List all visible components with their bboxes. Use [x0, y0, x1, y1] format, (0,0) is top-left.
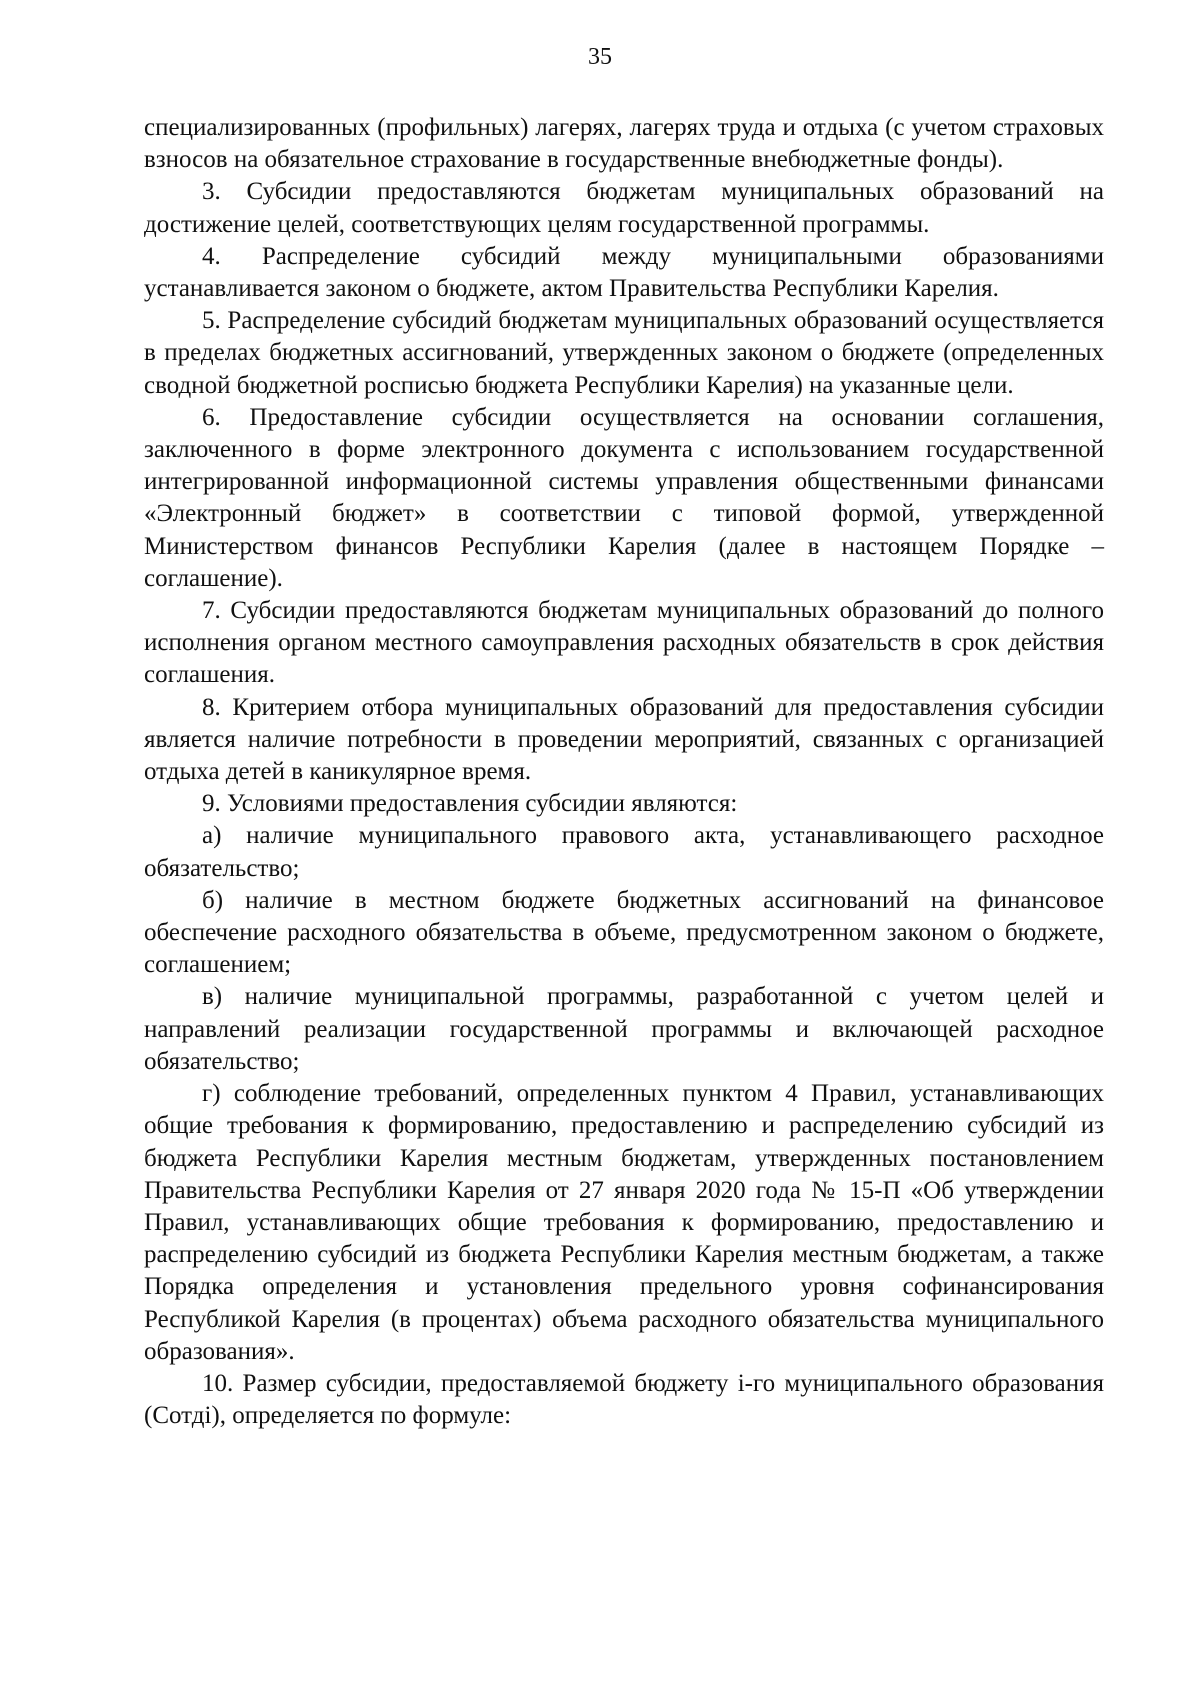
paragraph-item-4: 4. Распределение субсидий между муниципальными образованиями устанавливается законом о бюджете, актом Правительства Республики Карелия. [144, 242, 1104, 303]
paragraph-item-8: 8. Критерием отбора муниципальных образований для предоставления субсидии является наличие потребности в проведении мероприятий, связанных с организацией отдыха детей в каникулярное время. [144, 693, 1104, 786]
paragraph-item-6: 6. Предоставление субсидии осуществляется на основании соглашения, заключенного в форме электронного документа с использованием государственной интегрированной информационной системы управления общественными финансами «Электронный бюджет» в соответствии с типовой формой, утвержденной Министерством финансов Республики Карелия (далее в настоящем Порядке – соглашение). [144, 403, 1104, 592]
paragraph-subitem-g: г) соблюдение требований, определенных пунктом 4 Правил, устанавливающих общие требования к формированию, предоставлению и распределению субсидий из бюджета Республики Карелия местным бюджетам, утвержденных постановлением Правительства Республики Карелия от 27 января 2020 года № 15-П «Об утверждении Правил, устанавливающих общие требования к формированию, предоставлению и распределению субсидий из бюджета Республики Карелия местным бюджетам, а также Порядка определения и установления предельного уровня софинансирования Республикой Карелия (в процентах) объема расходного обязательства муниципального образования». [144, 1080, 1104, 1365]
paragraph-item-7: 7. Субсидии предоставляются бюджетам муниципальных образований до полного исполнения органом местного самоуправления расходных обязательств в срок действия соглашения. [144, 597, 1104, 689]
paragraph-item-10: 10. Размер субсидии, предоставляемой бюджету i-го муниципального образования (Cотдi), определяется по формуле: [144, 1369, 1104, 1430]
paragraph-subitem-v: в) наличие муниципальной программы, разработанной с учетом целей и направлений реализации государственной программы и включающей расходное обязательство; [144, 983, 1104, 1075]
page-number: 35 [588, 44, 612, 70]
paragraph-subitem-a: а) наличие муниципального правового акта, устанавливающего расходное обязательство; [144, 822, 1104, 882]
paragraph-item-9: 9. Условиями предоставления субсидии являются: [202, 790, 738, 818]
paragraph-subitem-b: б) наличие в местном бюджете бюджетных ассигнований на финансовое обеспечение расходного обязательства в объеме, предусмотренном законом о бюджете, соглашением; [144, 886, 1104, 979]
paragraph-item-5: 5. Распределение субсидий бюджетам муниципальных образований осуществляется в пределах бюджетных ассигнований, утвержденных законом о бюджете (определенных сводной бюджетной росписью бюджета Республики Карелия) на указанные цели. [144, 307, 1104, 399]
paragraph-continuation: специализированных (профильных) лагерях, лагерях труда и отдыха (с учетом страховых взносов на обязательное страхование в государственные внебюджетные фонды). [144, 114, 1104, 174]
document-body [144, 112, 1104, 1432]
paragraph-item-3: 3. Субсидии предоставляются бюджетам муниципальных образований на достижение целей, соответствующих целям государственной программы. [144, 178, 1104, 238]
